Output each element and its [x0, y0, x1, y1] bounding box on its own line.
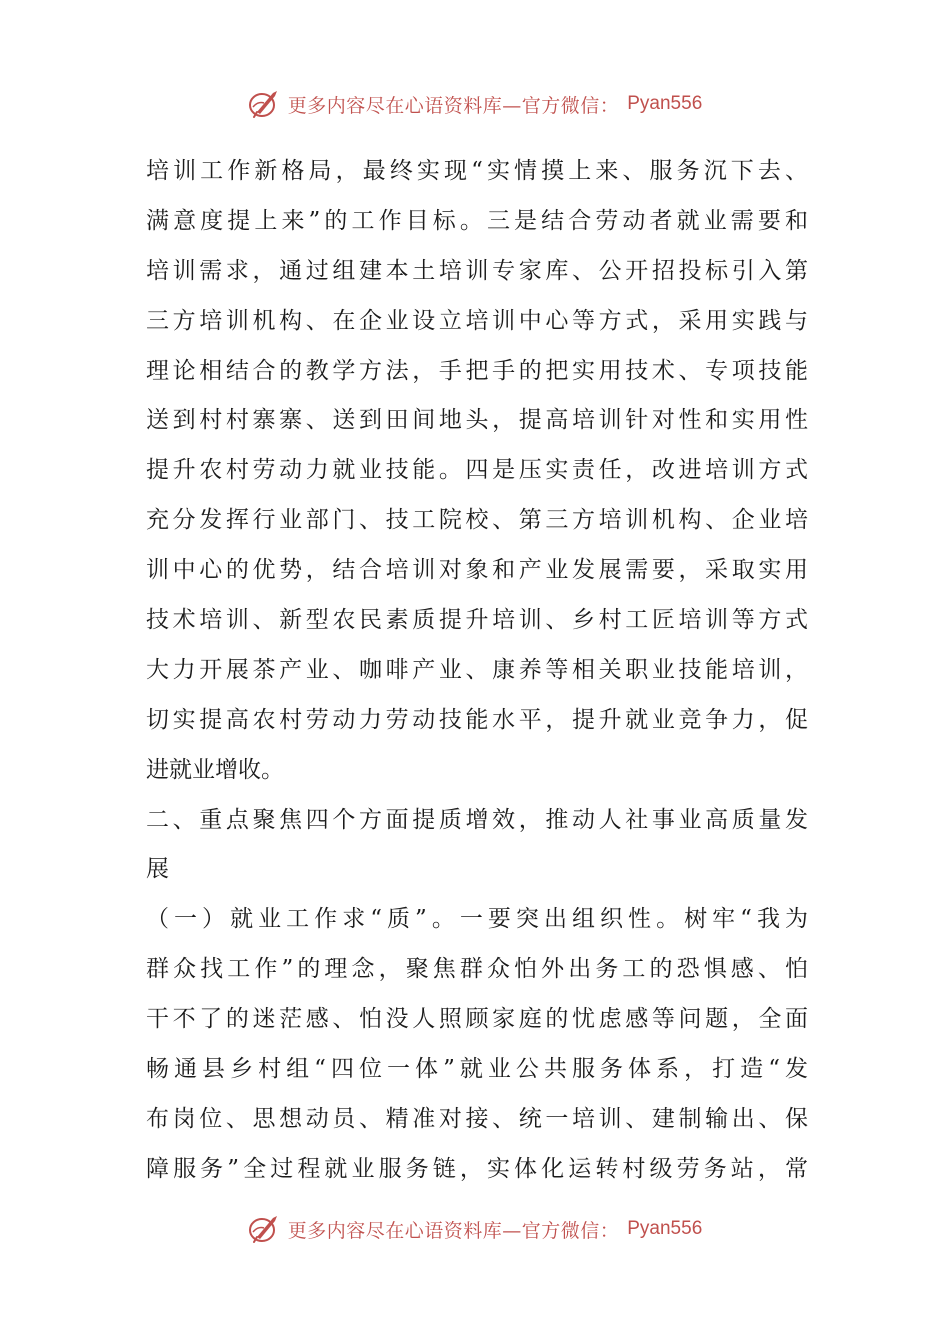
text-line: 布岗位、思想动员、精准对接、统一培训、建制输出、保	[146, 1105, 808, 1132]
text-line: 进就业增收。	[146, 756, 284, 783]
header-watermark	[0, 84, 950, 124]
text-line: 训中心的优势，结合培训对象和产业发展需要，采取实用	[146, 557, 808, 584]
text-line: 大力开展茶产业、咖啡产业、康养等相关职业技能培训，	[146, 656, 808, 683]
watermark-wechat-id: Pyan556	[627, 1218, 703, 1239]
watermark-wechat-id: Pyan556	[627, 93, 703, 114]
text-line: 培训需求，通过组建本土培训专家库、公开招投标引入第	[146, 257, 808, 284]
text-line: 干不了的迷茫感、怕没人照顾家庭的忧虑感等问题，全面	[146, 1006, 808, 1033]
text-line: （一）就业工作求“质”。一要突出组织性。树牢“我为	[146, 906, 808, 933]
text-line: 理论相结合的教学方法，手把手的把实用技术、专项技能	[146, 357, 808, 384]
text-line: 充分发挥行业部门、技工院校、第三方培训机构、企业培	[146, 507, 808, 534]
document-body	[146, 147, 808, 1195]
quill-logo-icon	[248, 1212, 282, 1246]
text-line: 提升农村劳动力就业技能。四是压实责任，改进培训方式	[146, 457, 808, 484]
text-line: 切实提高农村劳动力劳动技能水平，提升就业竞争力，促	[146, 706, 808, 733]
text-line: 送到村村寨寨、送到田间地头，提高培训针对性和实用性	[146, 407, 808, 434]
footer-watermark	[0, 1209, 950, 1249]
watermark-text: 更多内容尽在心语资料库—官方微信：	[287, 94, 620, 117]
text-line: 满意度提上来”的工作目标。三是结合劳动者就业需要和	[146, 207, 808, 234]
text-line: 畅通县乡村组“四位一体”就业公共服务体系，打造“发	[146, 1056, 808, 1083]
watermark-text: 更多内容尽在心语资料库—官方微信：	[287, 1219, 620, 1242]
text-line: 培训工作新格局，最终实现“实情摸上来、服务沉下去、	[146, 158, 808, 184]
text-line: 群众找工作”的理念，聚焦群众怕外出务工的恐惧感、怕	[146, 956, 808, 983]
quill-logo-icon	[248, 87, 282, 121]
text-line: 技术培训、新型农民素质提升培训、乡村工匠培训等方式	[146, 607, 808, 634]
section-heading-line: 二、重点聚焦四个方面提质增效，推动人社事业高质量发	[146, 806, 808, 833]
text-line: 障服务”全过程就业服务链，实体化运转村级劳务站，常	[146, 1155, 808, 1182]
section-heading-line: 展	[146, 856, 169, 883]
text-line: 三方培训机构、在企业设立培训中心等方式，采用实践与	[146, 307, 808, 334]
